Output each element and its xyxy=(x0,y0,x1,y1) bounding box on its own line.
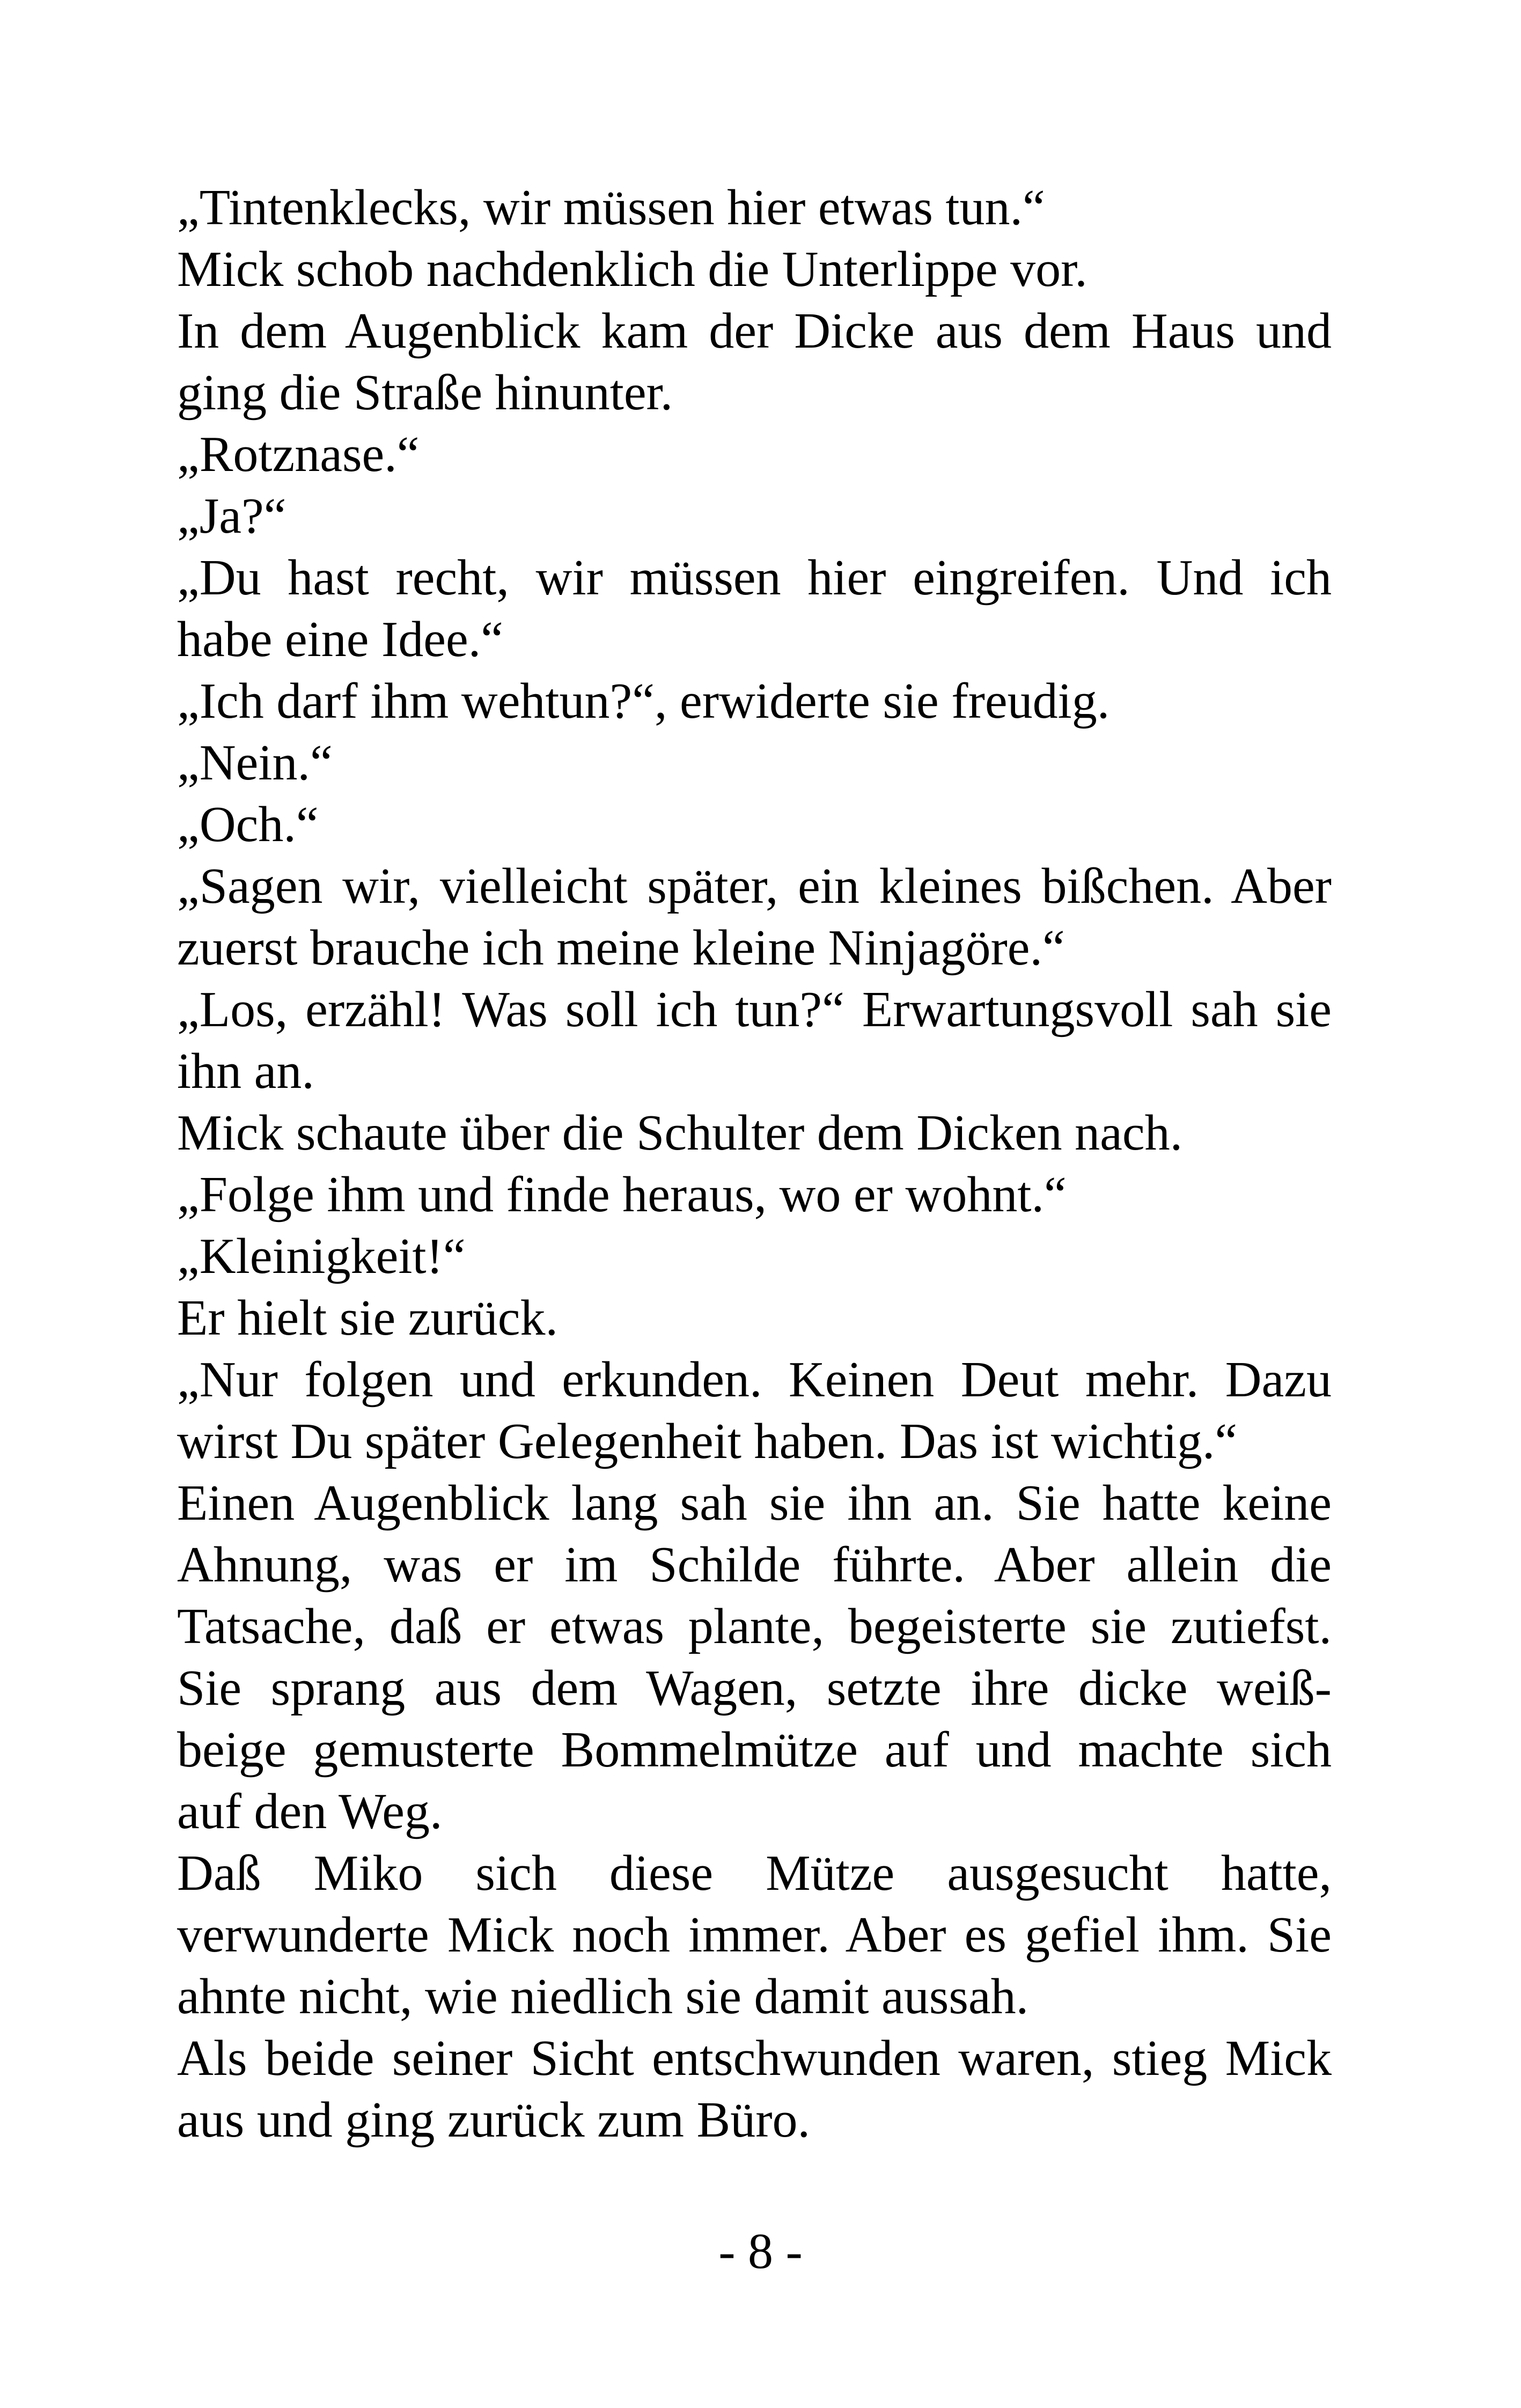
text-line: zuerst brauche ich meine kleine Ninjagöre.“ xyxy=(177,920,1065,976)
text-line: Sie sprang aus dem Wagen, setzte ihre dicke weiß- xyxy=(177,1660,1332,1716)
text-line: „Nur folgen und erkunden. Keinen Deut mehr. Dazu xyxy=(177,1352,1332,1408)
text-line: habe eine Idee.“ xyxy=(177,612,503,667)
text-line: aus und ging zurück zum Büro. xyxy=(177,2092,811,2148)
text-line: verwunderte Mick noch immer. Aber es gefiel ihm. Sie xyxy=(177,1907,1332,1963)
text-line: „Rotznase.“ xyxy=(177,426,420,482)
text-line: Mick schaute über die Schulter dem Dicken nach. xyxy=(177,1105,1183,1161)
text-line: „Nein.“ xyxy=(177,735,333,791)
text-line: „Los, erzähl! Was soll ich tun?“ Erwartungsvoll sah sie xyxy=(177,982,1332,1037)
text-line: Daß Miko sich diese Mütze ausgesucht hatte, xyxy=(177,1845,1332,1901)
text-line: „Kleinigkeit!“ xyxy=(177,1228,466,1284)
text-line: Er hielt sie zurück. xyxy=(177,1290,558,1346)
text-line: Tatsache, daß er etwas plante, begeisterte sie zutiefst. xyxy=(177,1599,1332,1654)
text-line: ihn an. xyxy=(177,1043,314,1099)
text-line: beige gemusterte Bommelmütze auf und machte sich xyxy=(177,1722,1332,1778)
text-line: Einen Augenblick lang sah sie ihn an. Sie hatte keine xyxy=(177,1475,1332,1531)
text-line: wirst Du später Gelegenheit haben. Das ist wichtig.“ xyxy=(177,1413,1238,1469)
text-line: „Du hast recht, wir müssen hier eingreifen. Und ich xyxy=(177,550,1332,606)
text-line: auf den Weg. xyxy=(177,1784,443,1839)
text-line: „Tintenklecks, wir müssen hier etwas tun.“ xyxy=(177,180,1045,235)
text-line: „Och.“ xyxy=(177,797,319,852)
text-line: Ahnung, was er im Schilde führte. Aber allein die xyxy=(177,1537,1332,1593)
text-line: ging die Straße hinunter. xyxy=(177,365,673,421)
page-number: - 8 - xyxy=(718,2223,803,2279)
text-line: „Ja?“ xyxy=(177,488,286,544)
text-line: „Ich darf ihm wehtun?“, erwiderte sie freudig. xyxy=(177,673,1110,729)
text-line: Mick schob nachdenklich die Unterlippe vor. xyxy=(177,241,1088,297)
text-line: In dem Augenblick kam der Dicke aus dem Haus und xyxy=(177,303,1332,359)
text-line: „Sagen wir, vielleicht später, ein kleines bißchen. Aber xyxy=(177,858,1332,914)
text-line: „Folge ihm und finde heraus, wo er wohnt.“ xyxy=(177,1167,1067,1223)
body-text xyxy=(177,177,1332,2151)
text-line: ahnte nicht, wie niedlich sie damit aussah. xyxy=(177,1969,1029,2024)
text-line: Als beide seiner Sicht entschwunden waren, stieg Mick xyxy=(177,2030,1332,2086)
